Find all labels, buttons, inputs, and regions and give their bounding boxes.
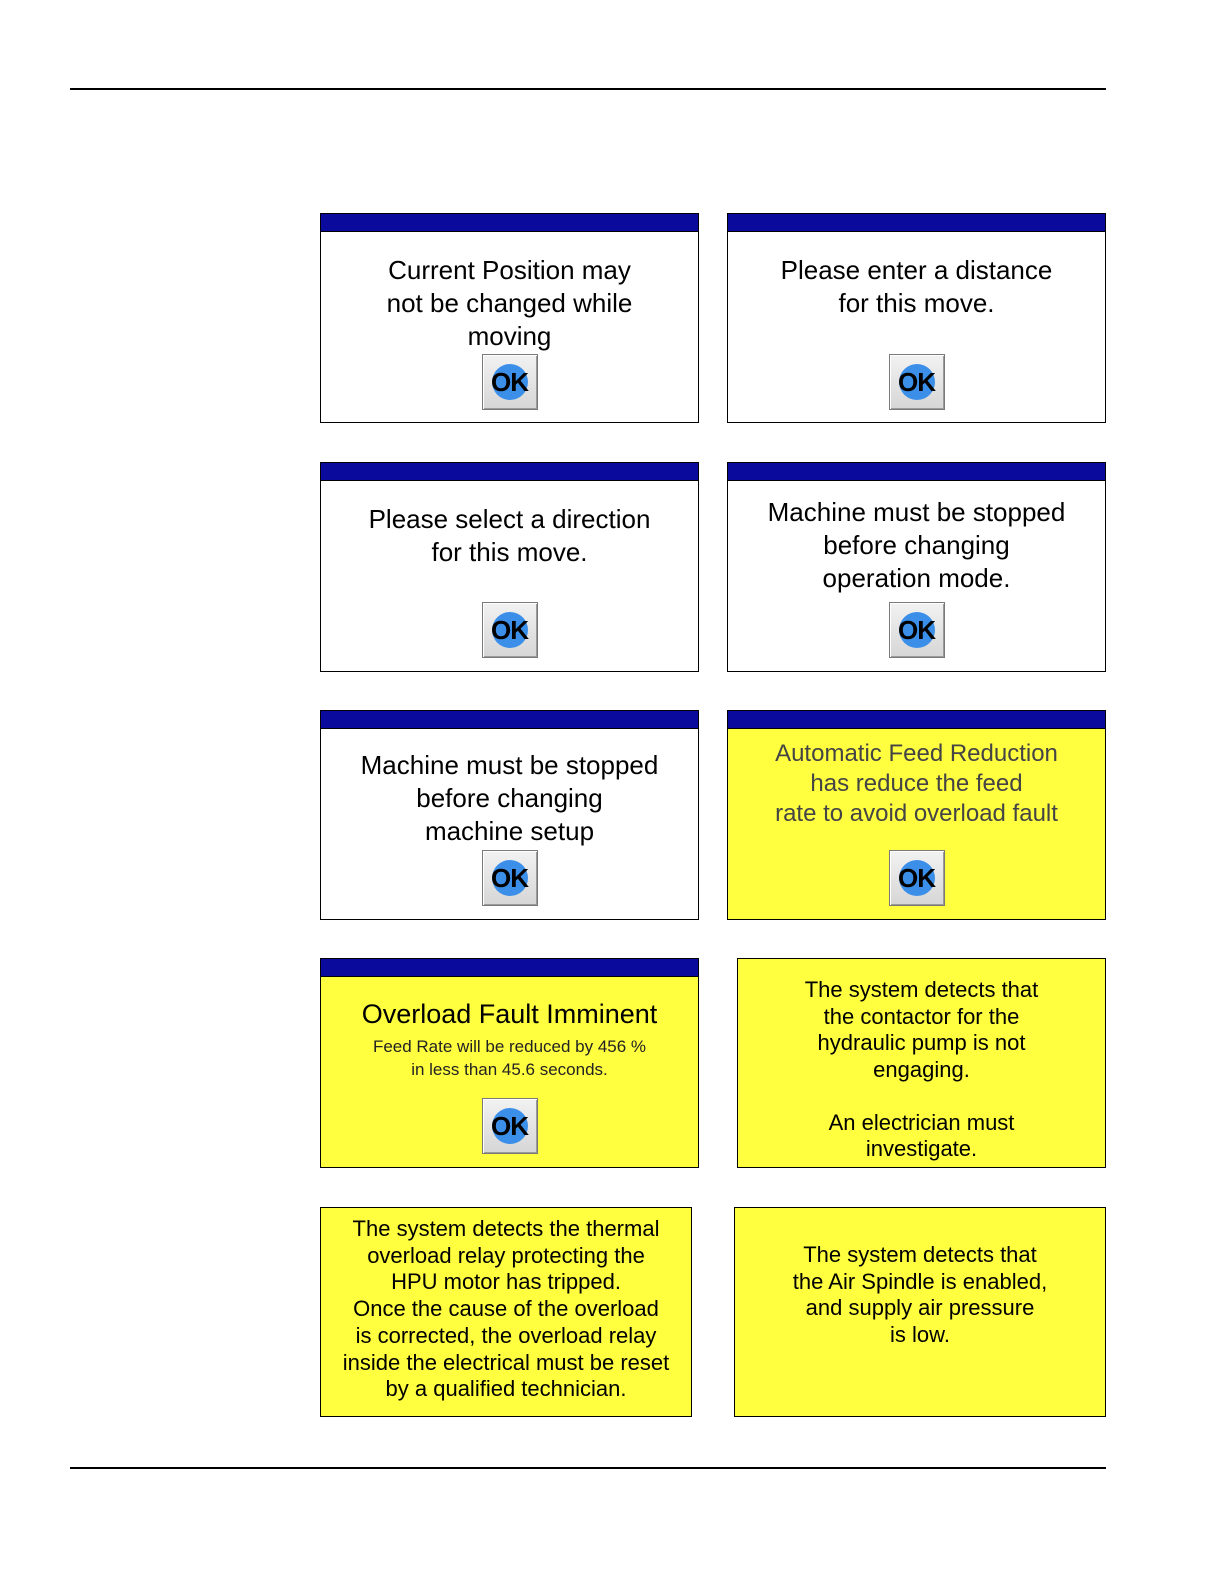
- ok-button[interactable]: [482, 850, 538, 906]
- ok-label: OK: [491, 1111, 528, 1141]
- dialog-overload-fault-imminent: [320, 958, 699, 1168]
- ok-label: OK: [898, 863, 935, 893]
- dialog-message: Current Position may not be changed while moving: [386, 255, 633, 351]
- dialog-message: Please enter a distance for this move.: [780, 255, 1053, 318]
- dialog-contactor-not-engaging: [737, 958, 1106, 1168]
- dialog-message: Machine must be stopped before changing machine setup: [360, 750, 659, 846]
- dialog-air-pressure-low: [734, 1207, 1106, 1417]
- top-rule: [70, 88, 1106, 90]
- dialog-titlebar: [321, 214, 698, 232]
- ok-button[interactable]: [889, 850, 945, 906]
- dialog-message: The system detects that the Air Spindle is enabled, and supply air pressure is low.: [792, 1242, 1048, 1347]
- dialog-stop-machine-setup: [320, 710, 699, 920]
- dialog-message: The system detects the thermal overload relay protecting the HPU motor has tripped. Once the cause of the overload is corrected, the overload relay inside the electrical must be reset by a qualified technician.: [342, 1216, 670, 1402]
- dialog-titlebar: [728, 463, 1105, 481]
- ok-button[interactable]: [482, 1098, 538, 1154]
- dialog-thermal-overload-tripped: [320, 1207, 692, 1417]
- dialog-message: The system detects that the contactor for the hydraulic pump is not engaging. An electrician must investigate.: [804, 977, 1039, 1161]
- dialog-stop-operation-mode: [727, 462, 1106, 672]
- dialog-message: Automatic Feed Reduction has reduce the feed rate to avoid overload fault: [775, 740, 1058, 827]
- dialog-position-locked: [320, 213, 699, 423]
- dialog-message: Please select a direction for this move.: [368, 504, 651, 567]
- bottom-rule: [70, 1467, 1106, 1469]
- dialog-titlebar: [321, 959, 698, 977]
- countdown-line: in less than 45.6 seconds.: [411, 1060, 608, 1079]
- ok-label: OK: [898, 367, 935, 397]
- dialog-select-direction: [320, 462, 699, 672]
- feed-rate-line: Feed Rate will be reduced by 456 %: [372, 1037, 647, 1056]
- ok-button[interactable]: [889, 602, 945, 658]
- dialog-enter-distance: [727, 213, 1106, 423]
- ok-button[interactable]: [482, 602, 538, 658]
- ok-button[interactable]: [889, 354, 945, 410]
- dialog-message: Machine must be stopped before changing operation mode.: [767, 497, 1066, 593]
- dialog-titlebar: [321, 463, 698, 481]
- dialog-heading: Overload Fault Imminent: [361, 999, 658, 1029]
- dialog-titlebar: [321, 711, 698, 729]
- ok-label: OK: [898, 615, 935, 645]
- ok-button[interactable]: [482, 354, 538, 410]
- ok-label: OK: [491, 863, 528, 893]
- ok-label: OK: [491, 367, 528, 397]
- dialog-titlebar: [728, 214, 1105, 232]
- dialog-titlebar: [728, 711, 1105, 729]
- ok-label: OK: [491, 615, 528, 645]
- dialog-automatic-feed-reduction: [727, 710, 1106, 920]
